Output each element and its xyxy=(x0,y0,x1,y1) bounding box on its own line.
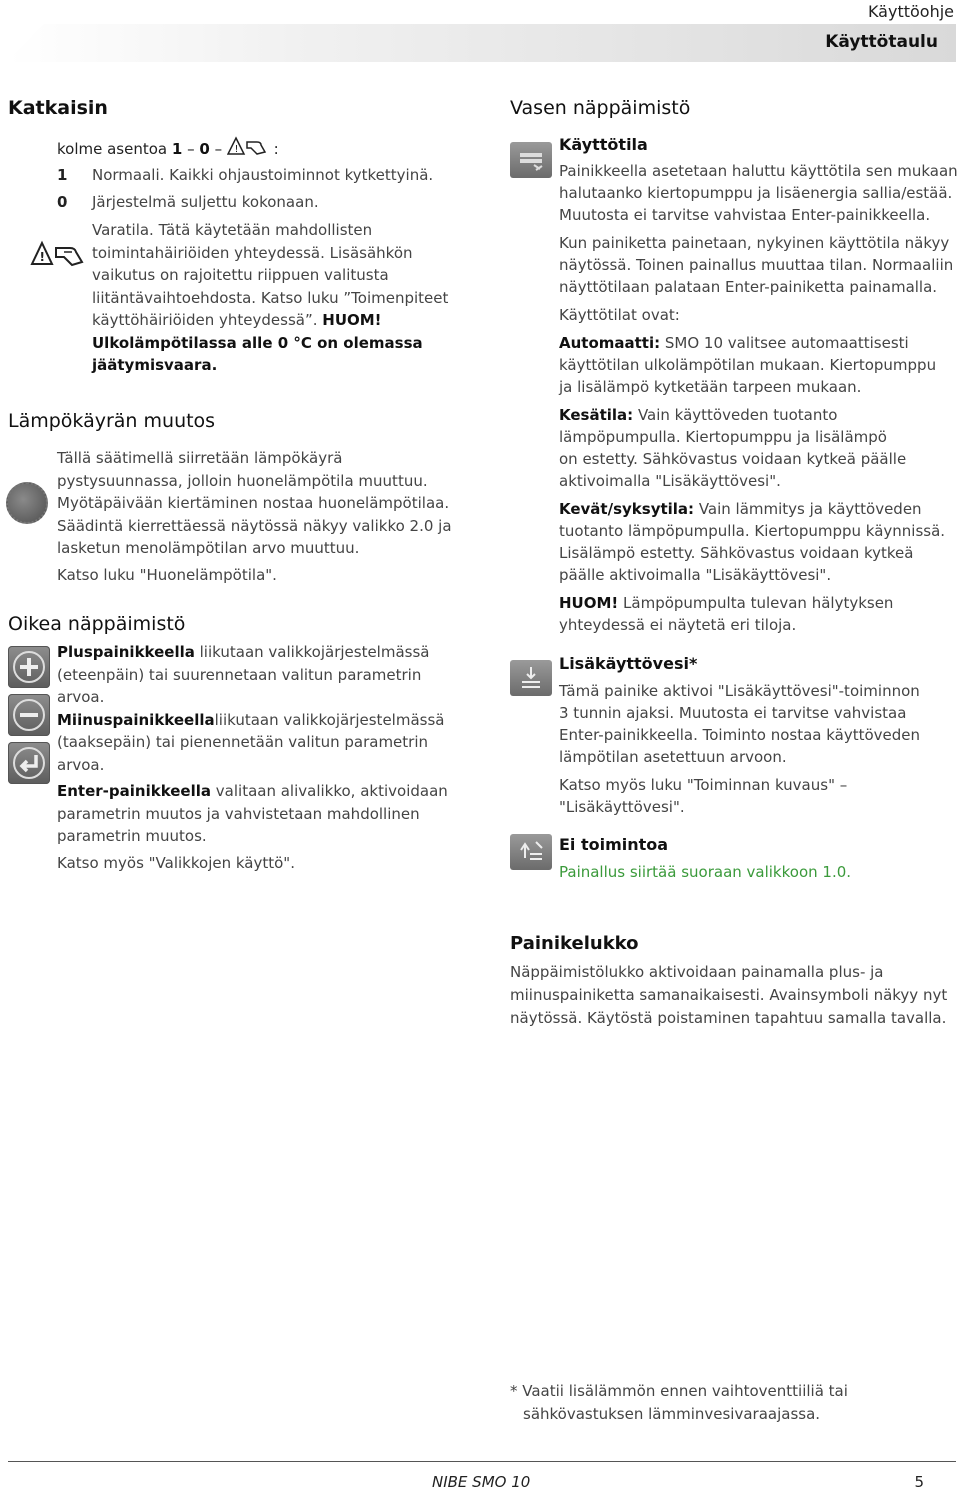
kesa-line: aktivoimalla "Lisäkäyttövesi". xyxy=(559,472,781,490)
freeze-warning: Ulkolämpötilassa alle 0 °C on olemassa xyxy=(92,333,423,352)
svg-text:!: ! xyxy=(39,250,45,264)
oikea-heading: Oikea näppäimistö xyxy=(8,613,186,635)
reserve-line: toimintahäiriöiden yhteydessä. Lisäsähkön xyxy=(92,243,413,262)
page-title: Käyttötaulu xyxy=(825,32,938,52)
minus-line: liikutaan valikkojärjestelmässä xyxy=(214,710,445,729)
lisa-line: Tämä painike aktivoi "Lisäkäyttövesi"-toiminnon xyxy=(559,682,920,700)
kesa-line: lämpöpumpulla. Kiertopumppu ja lisälämpö xyxy=(559,428,887,446)
lisa-text xyxy=(559,680,920,818)
footnote-line: sähkövastuksen lämminvesivaraajassa. xyxy=(523,1404,821,1423)
reserve-line: liitäntävaihtoehdosta. Katso luku ”Toimenpiteet xyxy=(92,288,449,307)
lisa-line: "Lisäkäyttövesi". xyxy=(559,798,685,816)
pos1-key: 1 xyxy=(57,166,68,184)
auto-line: käyttötilan ulkolämpötilan mukaan. Kiertopumppu xyxy=(559,356,937,374)
intro-dash-2: – xyxy=(209,139,227,158)
lampokayra-line: Tällä säätimellä siirretään lämpökäyrä xyxy=(57,449,343,467)
vasen-heading: Vasen näppäimistö xyxy=(510,97,691,119)
plus-line: (eteenpäin) tai suurennetaan valitun parametrin xyxy=(57,665,422,684)
enter-line: parametrin muutos. xyxy=(57,827,207,845)
kayttotila-line: Muutosta ei tarvitse vahvistaa Enter-painikkeella. xyxy=(559,206,931,224)
plus-line: arvoa. xyxy=(57,688,105,706)
kevat-line: Lisälämpö estetty. Sähkövastus voidaan kytkeä xyxy=(559,544,914,562)
reserve-text xyxy=(92,219,448,377)
footer-product-name: NIBE SMO 10 xyxy=(432,1473,531,1491)
lisa-line: 3 tunnin ajaksi. Muutosta ei tarvitse vahvistaa xyxy=(559,704,907,722)
curve-knob-icon xyxy=(6,482,48,524)
reserve-line-text: käyttöhäiriöiden yhteydessä”. xyxy=(92,311,323,329)
katkaisin-heading: Katkaisin xyxy=(8,97,108,119)
auto-desc xyxy=(559,332,958,354)
ei-text: Painallus siirtää suoraan valikkoon 1.0. xyxy=(559,863,852,881)
lisa-line: Katso myös luku "Toiminnan kuvaus" – xyxy=(559,776,848,794)
painikelukko-line: näytössä. Käytöstä poistaminen tapahtuu samalla tavalla. xyxy=(510,1009,947,1027)
footer-divider xyxy=(8,1461,956,1462)
kayttotila-line: Painikkeella asetetaan haluttu käyttötila sen mukaan xyxy=(559,162,958,180)
auto-line: SMO 10 valitsee automaattisesti xyxy=(660,334,909,352)
kayttotila-heading: Käyttötila xyxy=(559,135,648,154)
painikelukko-heading: Painikelukko xyxy=(510,933,639,954)
lampokayra-text xyxy=(57,447,452,586)
reserve-mode-icon xyxy=(30,240,90,272)
svg-text:!: ! xyxy=(234,144,239,155)
lampokayra-line: lasketun menolämpötilan arvo muuttuu. xyxy=(57,539,360,557)
header-section: Käyttöohje xyxy=(867,2,954,21)
plus-button-icon[interactable] xyxy=(8,646,50,688)
kesa-bold: Kesätila: xyxy=(559,406,634,424)
intro-pos1: 1 xyxy=(171,139,183,158)
ei-heading: Ei toimintoa xyxy=(559,835,669,854)
minus-bold: Miinuspainikkeella xyxy=(57,710,215,729)
plus-desc xyxy=(57,641,448,664)
header-bar xyxy=(8,24,956,62)
auto-bold: Automaatti: xyxy=(559,334,661,352)
reserve-line: Varatila. Tätä käytetään mahdollisten xyxy=(92,221,373,239)
minus-line: arvoa. xyxy=(57,755,105,774)
reserve-line: vaikutus on rajoitettu riippuen valitusta xyxy=(92,266,389,284)
freeze-warning: jäätymisvaara. xyxy=(92,356,218,374)
enter-button-icon[interactable] xyxy=(8,742,50,784)
lampokayra-heading: Lämpökäyrän muutos xyxy=(8,410,216,432)
plus-line: liikutaan valikkojärjestelmässä xyxy=(194,643,430,661)
kayttotila-line: halutaanko kiertopumppu ja lisäenergia sallia/estää. xyxy=(559,184,953,202)
enter-bold: Enter-painikkeella xyxy=(57,782,212,800)
lampokayra-see: Katso luku "Huonelämpötila". xyxy=(57,565,277,584)
lisa-line: Enter-painikkeella. Toiminto nostaa käyttöveden xyxy=(559,726,921,744)
pos0-key: 0 xyxy=(57,193,68,211)
kayttotila-huom-bold: HUOM! xyxy=(559,594,619,612)
footnote xyxy=(510,1380,848,1425)
pos0-text: Järjestelmä suljettu kokonaan. xyxy=(92,193,319,211)
kesa-line: on estetty. Sähkövastus voidaan kytkeä päälle xyxy=(559,450,907,468)
kesa-line: Vain käyttöveden tuotanto xyxy=(633,406,838,424)
oikea-see: Katso myös "Valikkojen käyttö". xyxy=(57,853,295,872)
kevat-desc xyxy=(559,498,958,520)
kayttotila-line: näyttötilaan palataan Enter-painiketta painamalla. xyxy=(559,278,938,296)
minus-line: (taaksepäin) tai pienennetään valitun parametrin xyxy=(57,733,429,751)
reserve-line xyxy=(92,309,448,332)
intro-pos0: 0 xyxy=(199,139,210,158)
hot-water-button-icon[interactable] xyxy=(510,660,552,696)
lisa-line: lämpötilan asetettuun arvoon. xyxy=(559,748,787,766)
mode-button-icon[interactable] xyxy=(510,142,552,178)
painikelukko-line: miinuspainiketta samanaikaisesti. Avainsymboli näkyy nyt xyxy=(510,986,948,1004)
oikea-text xyxy=(57,641,448,874)
minus-button-icon[interactable] xyxy=(8,694,50,736)
enter-line: valitaan alivalikko, aktivoidaan xyxy=(211,782,448,800)
kevat-line: tuotanto lämpöpumpulla. Kiertopumppu käynnissä. xyxy=(559,522,946,540)
intro-text-a: kolme asentoa xyxy=(57,139,172,158)
kesa-desc xyxy=(559,404,958,426)
katkaisin-intro xyxy=(57,136,279,163)
painikelukko-line: Näppäimistölukko aktivoidaan painamalla plus- ja xyxy=(510,963,884,981)
painikelukko-text xyxy=(510,961,947,1030)
warning-hand-icon xyxy=(227,136,269,163)
huom-label: HUOM! xyxy=(322,311,382,329)
kevat-line: päälle aktivoimalla "Lisäkäyttövesi". xyxy=(559,566,832,584)
kayttotila-huom xyxy=(559,592,958,614)
plus-bold: Pluspainikkeella xyxy=(57,643,195,661)
kayttotila-text xyxy=(559,160,958,636)
kayttotila-line: näytössä. Toinen painallus muuttaa tilan. Normaaliin xyxy=(559,256,954,274)
page-number: 5 xyxy=(914,1473,924,1491)
kayttotila-line: Kun painiketta painetaan, nykyinen käyttötila näkyy xyxy=(559,234,950,252)
enter-desc xyxy=(57,780,448,803)
lampokayra-line: Säädintä kierrettäessä näytössä näkyy valikko 2.0 ja xyxy=(57,516,452,535)
footnote-line: * Vaatii lisälämmön ennen vaihtoventtiiliä tai xyxy=(510,1382,848,1400)
pos1-text: Normaali. Kaikki ohjaustoiminnot kytkettyinä. xyxy=(92,166,434,184)
lampokayra-line: Myötäpäivään kiertäminen nostaa huonelämpötilaa. xyxy=(57,494,450,512)
intro-dash-1: – xyxy=(182,139,200,158)
kevat-bold: Kevät/syksytila: xyxy=(559,500,695,518)
lampokayra-line: pystysuunnassa, jolloin huonelämpötila muuttuu. xyxy=(57,471,428,490)
minus-desc xyxy=(57,709,448,732)
intro-colon: : xyxy=(268,139,279,158)
enter-line: parametrin muutos ja vahvistetaan mahdollinen xyxy=(57,804,420,823)
no-function-button-icon[interactable] xyxy=(510,834,552,870)
lisa-heading: Lisäkäyttövesi* xyxy=(559,654,698,673)
kayttotila-modes-label: Käyttötilat ovat: xyxy=(559,306,680,324)
kevat-line: Vain lämmitys ja käyttöveden xyxy=(694,500,922,518)
auto-line: ja lisälämpö kytketään tarpeen mukaan. xyxy=(559,378,862,396)
huom-line: Lämpöpumpulta tulevan hälytyksen xyxy=(618,594,894,612)
huom-line: yhteydessä ei näytetä eri tiloja. xyxy=(559,616,797,634)
